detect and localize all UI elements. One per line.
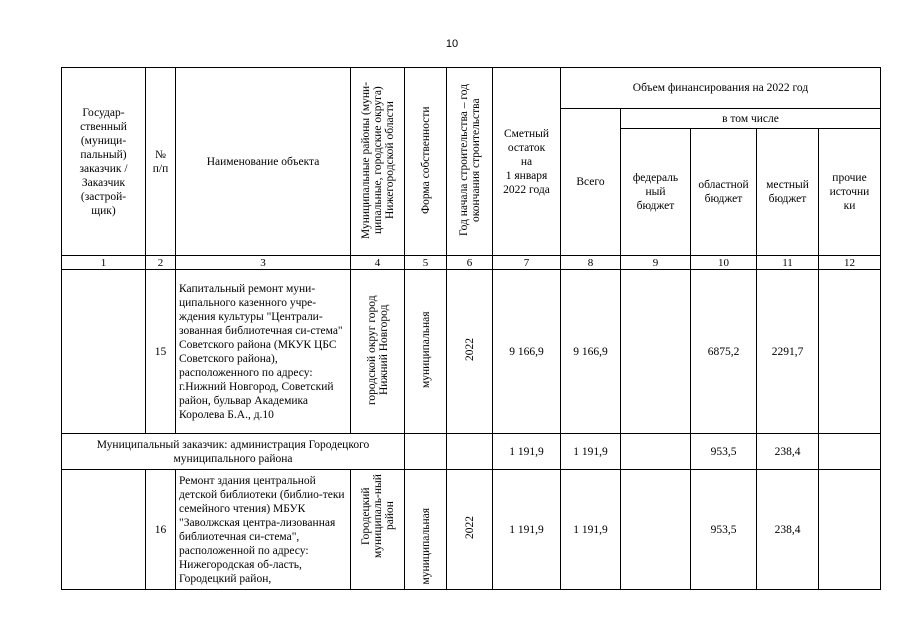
ownership-cell: муниципальная xyxy=(405,470,447,590)
customer-cell xyxy=(62,270,146,434)
other-cell xyxy=(819,470,881,590)
financing-table xyxy=(61,67,881,590)
regional-cell: 953,5 xyxy=(691,434,757,470)
header-years: Год начала строительства – год окончания строительства xyxy=(447,68,493,256)
column-number: 7 xyxy=(493,256,561,270)
years-cell: 2022 xyxy=(447,270,493,434)
header-number: № п/п xyxy=(146,68,176,256)
column-number: 3 xyxy=(176,256,351,270)
total-cell: 1 191,9 xyxy=(561,470,621,590)
total-cell: 9 166,9 xyxy=(561,270,621,434)
local-cell: 2291,7 xyxy=(757,270,819,434)
empty-cell xyxy=(819,434,881,470)
total-cell: 1 191,9 xyxy=(561,434,621,470)
remaining-cell: 1 191,9 xyxy=(493,434,561,470)
column-number: 10 xyxy=(691,256,757,270)
local-cell: 238,4 xyxy=(757,434,819,470)
header-district: Муниципальные районы (муни-ципальные, городские округа) Нижегородской области xyxy=(351,68,405,256)
remaining-cell: 9 166,9 xyxy=(493,270,561,434)
district-cell: Городецкий муниципаль-ный район xyxy=(351,470,405,590)
header-object-name: Наименование объекта xyxy=(176,68,351,256)
row-number: 15 xyxy=(146,270,176,434)
header-financing: Объем финансирования на 2022 год xyxy=(561,68,881,109)
customer-cell xyxy=(62,470,146,590)
header-local: местный бюджет xyxy=(757,129,819,256)
federal-cell xyxy=(621,270,691,434)
column-number: 1 xyxy=(62,256,146,270)
column-number: 9 xyxy=(621,256,691,270)
district-cell: городской округ город Нижний Новгород xyxy=(351,270,405,434)
empty-cell xyxy=(447,434,493,470)
page-number: 10 xyxy=(445,38,459,50)
empty-cell xyxy=(405,434,447,470)
header-regional: областной бюджет xyxy=(691,129,757,256)
empty-cell xyxy=(621,434,691,470)
regional-cell: 6875,2 xyxy=(691,270,757,434)
federal-cell xyxy=(621,470,691,590)
object-name: Ремонт здания центральной детской библиотеки (библио-теки семейного чтения) МБУК "Заволжская центра-лизованная библиотечная си-стема", расположенной по адресу: Нижегородская об-ласть, Городецкий район, xyxy=(176,470,351,590)
header-other: прочие источни ки xyxy=(819,129,881,256)
column-number: 11 xyxy=(757,256,819,270)
local-cell: 238,4 xyxy=(757,470,819,590)
header-federal: федераль ный бюджет xyxy=(621,129,691,256)
column-number: 6 xyxy=(447,256,493,270)
row-number: 16 xyxy=(146,470,176,590)
customer-label: Муниципальный заказчик: администрация Городецкого муниципального района xyxy=(62,434,405,470)
object-name: Капитальный ремонт муни-ципального казенного учре-ждения культуры "Централи-зованная библиотечная си-стема" Советского района (МКУК ЦБС Советского района), расположенного по адресу: г.Нижний Новгород, Советский район, бульвар Академика Королева Б.А., д.10 xyxy=(176,270,351,434)
header-total: Всего xyxy=(561,109,621,256)
column-number: 4 xyxy=(351,256,405,270)
column-number: 2 xyxy=(146,256,176,270)
remaining-cell: 1 191,9 xyxy=(493,470,561,590)
regional-cell: 953,5 xyxy=(691,470,757,590)
column-number: 5 xyxy=(405,256,447,270)
column-number: 12 xyxy=(819,256,881,270)
other-cell xyxy=(819,270,881,434)
column-number: 8 xyxy=(561,256,621,270)
years-cell: 2022 xyxy=(447,470,493,590)
header-including: в том числе xyxy=(621,109,881,129)
column-number-row xyxy=(62,256,881,270)
table-row xyxy=(62,270,881,434)
ownership-cell: муниципальная xyxy=(405,270,447,434)
header-customer: Государ- ственный (муници- пальный) заказчик / Заказчик (застрой- щик) xyxy=(62,68,146,256)
header-ownership: Форма собственности xyxy=(405,68,447,256)
customer-row xyxy=(62,434,881,470)
header-remaining: Сметный остаток на 1 января 2022 года xyxy=(493,68,561,256)
table-row xyxy=(62,470,881,590)
